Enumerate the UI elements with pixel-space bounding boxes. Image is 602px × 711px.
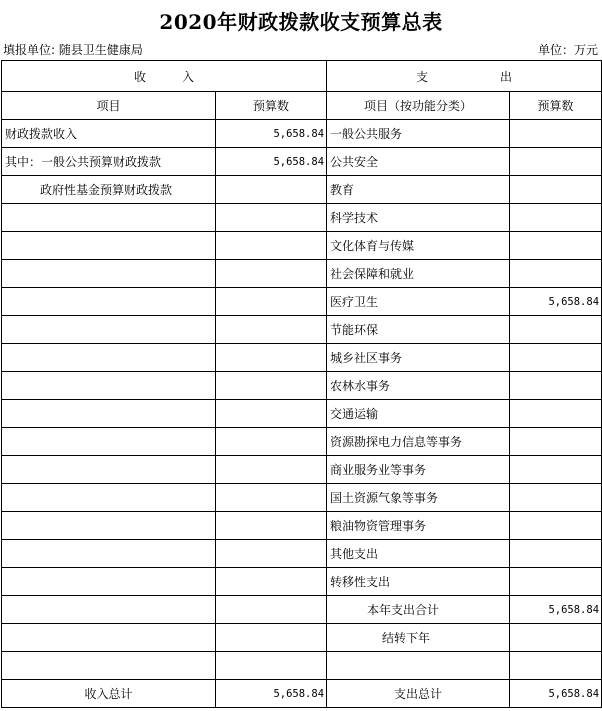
income-value-cell bbox=[216, 540, 327, 568]
table-row bbox=[2, 344, 602, 372]
expense-item-cell: 农林水事务 bbox=[327, 372, 510, 400]
table-row bbox=[2, 428, 602, 456]
income-value-cell bbox=[216, 400, 327, 428]
table-row bbox=[2, 568, 602, 596]
expense-value-cell bbox=[510, 400, 602, 428]
table-row bbox=[2, 680, 602, 708]
income-budget-header: 预算数 bbox=[216, 92, 327, 120]
income-value-cell bbox=[216, 456, 327, 484]
table-row bbox=[2, 484, 602, 512]
expense-value-cell bbox=[510, 512, 602, 540]
income-item-cell bbox=[2, 540, 216, 568]
expense-item-cell: 文化体育与传媒 bbox=[327, 232, 510, 260]
table-row bbox=[2, 260, 602, 288]
table-row bbox=[2, 372, 602, 400]
expense-group-header: 支 出 bbox=[327, 61, 602, 92]
expense-item-cell: 商业服务业等事务 bbox=[327, 456, 510, 484]
income-item-header: 项目 bbox=[2, 92, 216, 120]
expense-budget-header: 预算数 bbox=[510, 92, 602, 120]
income-item-cell: 财政拨款收入 bbox=[2, 120, 216, 148]
table-row bbox=[2, 456, 602, 484]
income-value-cell bbox=[216, 596, 327, 624]
income-item-cell bbox=[2, 372, 216, 400]
income-item-cell bbox=[2, 232, 216, 260]
table-row bbox=[2, 204, 602, 232]
expense-value-cell bbox=[510, 624, 602, 652]
income-value-cell: 5,658.84 bbox=[216, 680, 327, 708]
income-item-cell bbox=[2, 428, 216, 456]
expense-value-cell: 5,658.84 bbox=[510, 288, 602, 316]
table-row bbox=[2, 540, 602, 568]
expense-item-cell: 国土资源气象等事务 bbox=[327, 484, 510, 512]
table-row bbox=[2, 232, 602, 260]
expense-value-cell bbox=[510, 260, 602, 288]
income-item-cell bbox=[2, 652, 216, 680]
expense-value-cell: 5,658.84 bbox=[510, 596, 602, 624]
header-row-groups bbox=[2, 61, 602, 92]
expense-item-cell: 城乡社区事务 bbox=[327, 344, 510, 372]
expense-item-cell: 教育 bbox=[327, 176, 510, 204]
income-value-cell bbox=[216, 176, 327, 204]
income-item-cell bbox=[2, 596, 216, 624]
income-item-cell: 收入总计 bbox=[2, 680, 216, 708]
expense-value-cell bbox=[510, 148, 602, 176]
income-item-cell bbox=[2, 456, 216, 484]
expense-item-cell: 一般公共服务 bbox=[327, 120, 510, 148]
table-row bbox=[2, 288, 602, 316]
income-value-cell bbox=[216, 484, 327, 512]
expense-item-cell bbox=[327, 652, 510, 680]
expense-value-cell bbox=[510, 568, 602, 596]
income-item-cell bbox=[2, 344, 216, 372]
expense-value-cell bbox=[510, 344, 602, 372]
expense-item-header: 项目（按功能分类） bbox=[327, 92, 510, 120]
income-value-cell: 5,658.84 bbox=[216, 148, 327, 176]
income-item-cell bbox=[2, 400, 216, 428]
expense-item-cell: 医疗卫生 bbox=[327, 288, 510, 316]
income-item-cell bbox=[2, 512, 216, 540]
expense-value-cell bbox=[510, 428, 602, 456]
expense-value-cell bbox=[510, 176, 602, 204]
expense-value-cell bbox=[510, 120, 602, 148]
expense-item-cell: 科学技术 bbox=[327, 204, 510, 232]
table-row bbox=[2, 176, 602, 204]
table-row bbox=[2, 120, 602, 148]
income-value-cell bbox=[216, 316, 327, 344]
income-value-cell bbox=[216, 288, 327, 316]
income-item-cell: 政府性基金预算财政拨款 bbox=[2, 176, 216, 204]
table-row bbox=[2, 624, 602, 652]
expense-item-cell: 结转下年 bbox=[327, 624, 510, 652]
expense-item-cell: 转移性支出 bbox=[327, 568, 510, 596]
table-row bbox=[2, 316, 602, 344]
income-item-cell bbox=[2, 260, 216, 288]
expense-item-cell: 其他支出 bbox=[327, 540, 510, 568]
expense-item-cell: 粮油物资管理事务 bbox=[327, 512, 510, 540]
expense-item-cell: 交通运输 bbox=[327, 400, 510, 428]
income-value-cell bbox=[216, 624, 327, 652]
table-row bbox=[2, 596, 602, 624]
expense-item-cell: 资源勘探电力信息等事务 bbox=[327, 428, 510, 456]
budget-table bbox=[1, 60, 602, 708]
expense-value-cell bbox=[510, 316, 602, 344]
header-row-columns bbox=[2, 92, 602, 120]
fill-unit-label: 填报单位: 随县卫生健康局 bbox=[3, 43, 143, 57]
income-group-header: 收 入 bbox=[2, 61, 327, 92]
currency-unit-label: 单位：万元 bbox=[537, 43, 598, 57]
expense-item-cell: 节能环保 bbox=[327, 316, 510, 344]
expense-value-cell bbox=[510, 456, 602, 484]
table-row bbox=[2, 400, 602, 428]
expense-value-cell bbox=[510, 204, 602, 232]
expense-item-cell: 社会保障和就业 bbox=[327, 260, 510, 288]
income-item-cell bbox=[2, 484, 216, 512]
income-value-cell bbox=[216, 232, 327, 260]
income-value-cell bbox=[216, 568, 327, 596]
income-value-cell bbox=[216, 204, 327, 232]
income-item-cell: 其中：一般公共预算财政拨款 bbox=[2, 148, 216, 176]
table-row bbox=[2, 652, 602, 680]
income-value-cell bbox=[216, 652, 327, 680]
expense-item-cell: 本年支出合计 bbox=[327, 596, 510, 624]
income-value-cell: 5,658.84 bbox=[216, 120, 327, 148]
table-row bbox=[2, 148, 602, 176]
income-item-cell bbox=[2, 624, 216, 652]
expense-value-cell bbox=[510, 232, 602, 260]
income-item-cell bbox=[2, 204, 216, 232]
expense-item-cell: 支出总计 bbox=[327, 680, 510, 708]
expense-value-cell bbox=[510, 484, 602, 512]
page-title: 2020年财政拨款收支预算总表 bbox=[159, 10, 443, 34]
expense-value-cell bbox=[510, 540, 602, 568]
income-value-cell bbox=[216, 428, 327, 456]
income-item-cell bbox=[2, 568, 216, 596]
income-item-cell bbox=[2, 316, 216, 344]
income-item-cell bbox=[2, 288, 216, 316]
income-value-cell bbox=[216, 260, 327, 288]
expense-item-cell: 公共安全 bbox=[327, 148, 510, 176]
expense-value-cell bbox=[510, 652, 602, 680]
income-value-cell bbox=[216, 372, 327, 400]
income-value-cell bbox=[216, 512, 327, 540]
expense-value-cell bbox=[510, 372, 602, 400]
expense-value-cell: 5,658.84 bbox=[510, 680, 602, 708]
income-value-cell bbox=[216, 344, 327, 372]
table-row bbox=[2, 512, 602, 540]
